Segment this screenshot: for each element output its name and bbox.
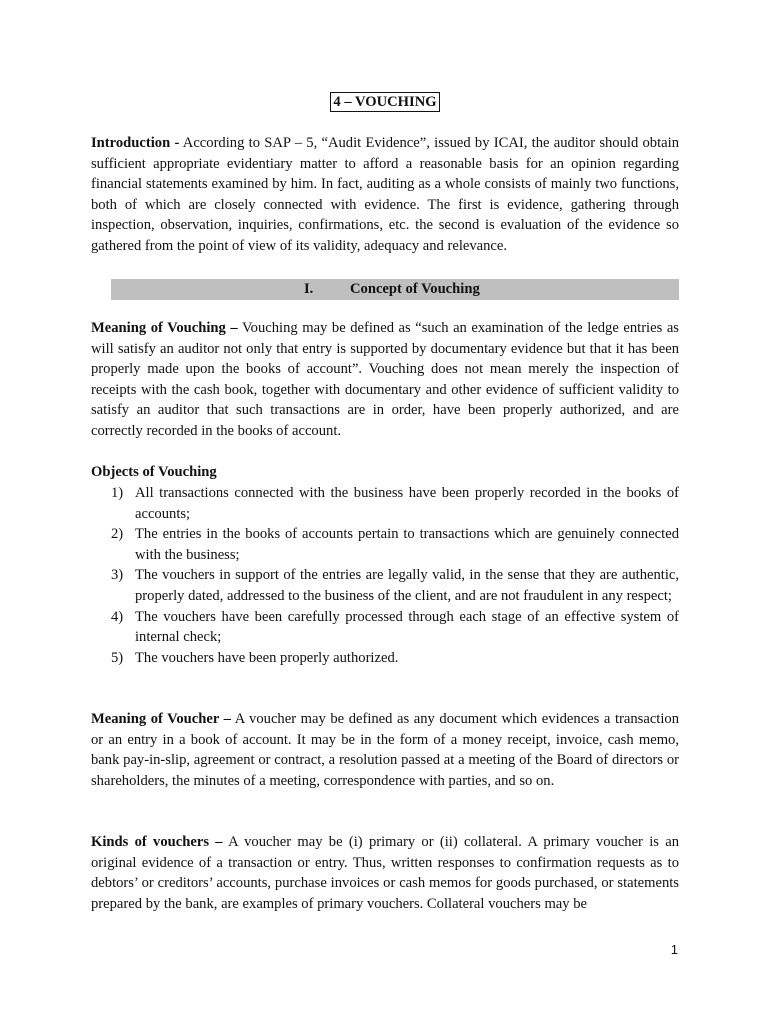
meaning-of-vouching-lead: Meaning of Vouching – bbox=[91, 320, 238, 336]
section-title: Concept of Vouching bbox=[350, 281, 480, 297]
document-page bbox=[91, 0, 679, 1024]
list-item: 2) The entries in the books of accounts pertain to transactions which are genuinely connected with the business; bbox=[111, 526, 679, 563]
kinds-of-vouchers-text: A voucher may be (i) primary or (ii) collateral. A primary voucher is an original evidence of a transaction or entry. Thus, written responses to confirmation requests as to debtors’ or creditors’ accounts, purchase invoices or cash memos for goods purchased, or statements prepared by the bank, are examples of primary vouchers. Collateral vouchers may be bbox=[91, 834, 680, 912]
meaning-of-vouching-text: Vouching may be defined as “such an examination of the ledge entries as will satisfy an auditor not only that entry is supported by documentary evidence but that it has been properly made upon the books of account”. Vouching does not mean merely the inspection of receipts with the cash book, together with documentary and other evidence of sufficient validity to satisfy an auditor that such transactions are in order, have been properly authorized, and are correctly recorded in the books of account. bbox=[91, 320, 679, 439]
meaning-of-voucher-paragraph bbox=[91, 709, 679, 791]
page-number: 1 bbox=[670, 942, 678, 957]
introduction-text: According to SAP – 5, “Audit Evidence”, issued by ICAI, the auditor should obtain sufficient appropriate evidentiary matter to afford a reasonable basis for an opinion regarding financial statements examined by him. In fact, auditing as a whole consists of mainly two functions, both of which are closely connected with evidence. The first is evidence, gathering through inspection, observation, inquiries, confirmations, etc. the second is evaluation of the evidence so gathered from the point of view of its validity, adequacy and relevance. bbox=[91, 135, 679, 254]
introduction-lead: Introduction - bbox=[91, 135, 180, 151]
kinds-of-vouchers-paragraph bbox=[91, 832, 679, 914]
section-number: I. bbox=[304, 281, 314, 297]
list-item: 3) The vouchers in support of the entries are legally valid, in the sense that they are authentic, properly dated, addressed to the business of the client, and are not fraudulent in any respect; bbox=[111, 567, 679, 604]
section-heading-bar bbox=[111, 279, 679, 300]
kinds-of-vouchers-lead: Kinds of vouchers – bbox=[91, 834, 223, 850]
meaning-of-vouching-paragraph bbox=[91, 318, 679, 442]
chapter-title: 4 – VOUCHING bbox=[91, 92, 679, 113]
objects-heading: Objects of Vouching bbox=[91, 464, 217, 480]
list-item: 5) The vouchers have been properly authorized. bbox=[111, 649, 399, 666]
meaning-of-voucher-text: A voucher may be defined as any document which evidences a transaction or an entry in a book of account. It may be in the form of a money receipt, invoice, cash memo, bank pay-in-slip, agreement or contract, a resolution passed at a meeting of the Board of directors or shareholders, the minutes of a meeting, correspondence with parties, and so on. bbox=[91, 711, 679, 789]
list-item: 4) The vouchers have been carefully processed through each stage of an effective system of internal check; bbox=[111, 608, 679, 646]
meaning-of-voucher-lead: Meaning of Voucher – bbox=[91, 711, 231, 727]
list-item: 1) All transactions connected with the business have been properly recorded in the books of accounts; bbox=[111, 485, 679, 522]
objects-list bbox=[91, 483, 679, 668]
introduction-paragraph bbox=[91, 133, 679, 257]
